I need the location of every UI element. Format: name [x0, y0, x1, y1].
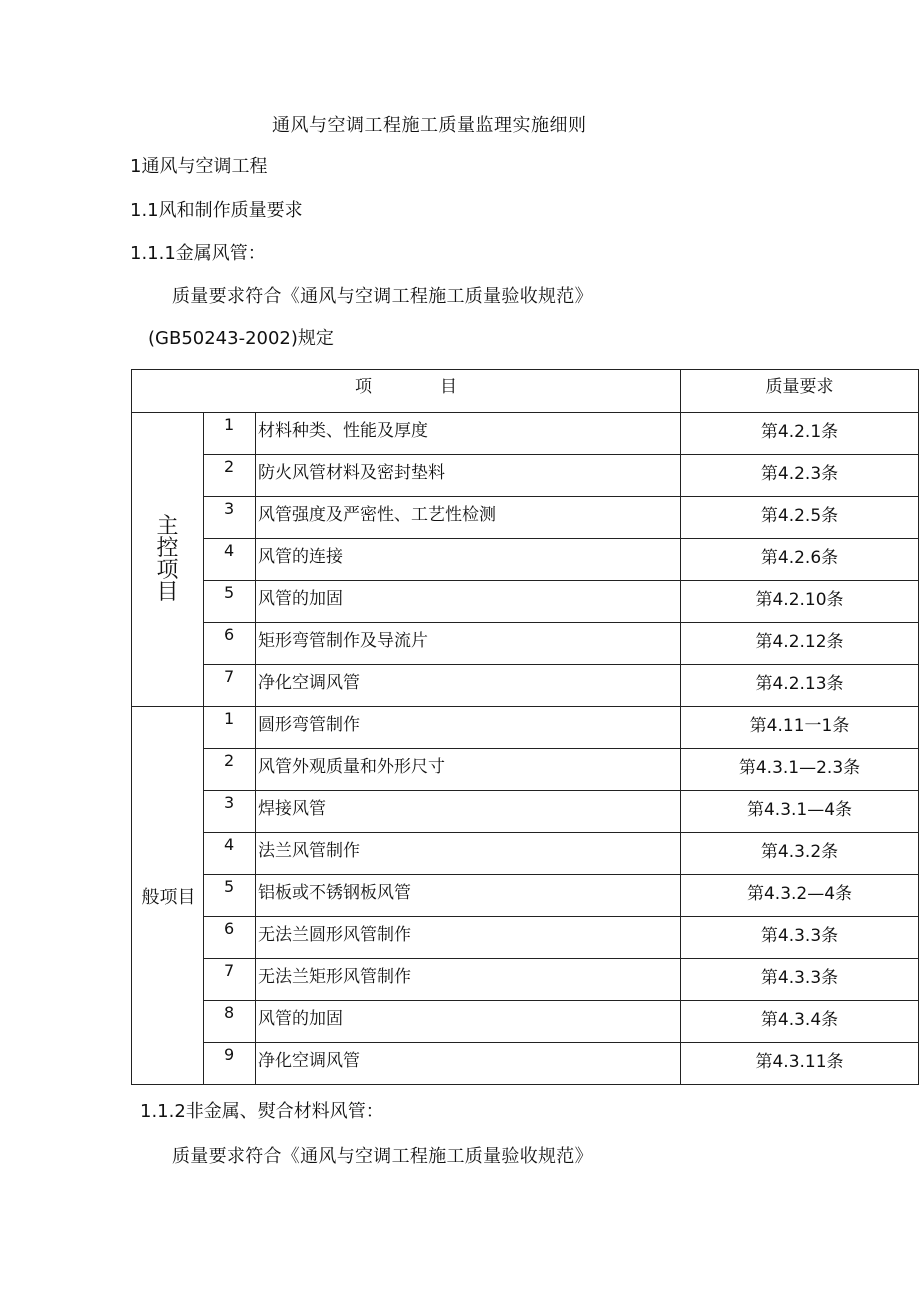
- row-requirement: 第4.3.2条: [681, 833, 919, 875]
- row-requirement: 第4.11一1条: [681, 707, 919, 749]
- row-item: 法兰风管制作: [256, 833, 681, 875]
- row-requirement: 第4.3.2—4条: [681, 875, 919, 917]
- main-control-group-label: 主控项目: [156, 513, 179, 605]
- table-row: [132, 749, 919, 791]
- document-title: 通风与空调工程施工质量监理实施细则: [272, 115, 587, 136]
- requirement-paragraph: 质量要求符合《通风与空调工程施工质量验收规范》: [172, 286, 593, 307]
- row-item: 铝板或不锈钢板风管: [256, 875, 681, 917]
- row-number: 1: [204, 707, 256, 749]
- row-requirement: 第4.2.5条: [681, 497, 919, 539]
- row-number: 6: [204, 623, 256, 665]
- row-number: 3: [204, 497, 256, 539]
- row-item: 圆形弯管制作: [256, 707, 681, 749]
- table-row: [132, 539, 919, 581]
- row-item: 矩形弯管制作及导流片: [256, 623, 681, 665]
- row-item: 材料种类、性能及厚度: [256, 413, 681, 455]
- table-row: [132, 497, 919, 539]
- row-requirement: 第4.3.3条: [681, 959, 919, 1001]
- row-requirement: 第4.3.3条: [681, 917, 919, 959]
- general-group-label: 般项目: [141, 886, 196, 908]
- requirement-paragraph-continuation: (GB50243-2002)规定: [148, 328, 334, 349]
- row-requirement: 第4.2.3条: [681, 455, 919, 497]
- row-item: 净化空调风管: [256, 1043, 681, 1085]
- header-item-cell: 项 目: [132, 370, 681, 413]
- row-number: 7: [204, 959, 256, 1001]
- quality-requirements-table: [131, 369, 919, 1085]
- table-row: [132, 665, 919, 707]
- row-number: 4: [204, 539, 256, 581]
- row-number: 7: [204, 665, 256, 707]
- table-row: [132, 917, 919, 959]
- row-number: 1: [204, 413, 256, 455]
- row-requirement: 第4.3.1—2.3条: [681, 749, 919, 791]
- row-requirement: 第4.2.12条: [681, 623, 919, 665]
- row-item: 风管强度及严密性、工艺性检测: [256, 497, 681, 539]
- section-heading-1: 1通风与空调工程: [130, 156, 268, 177]
- section-heading-1-1-1: 1.1.1金属风管：: [130, 243, 266, 264]
- table-row: [132, 413, 919, 455]
- row-requirement: 第4.2.10条: [681, 581, 919, 623]
- row-number: 9: [204, 1043, 256, 1085]
- row-requirement: 第4.2.6条: [681, 539, 919, 581]
- table-row: [132, 455, 919, 497]
- row-number: 3: [204, 791, 256, 833]
- table-row: [132, 791, 919, 833]
- table-row: [132, 707, 919, 749]
- table-header-row: [132, 370, 919, 413]
- table-row: [132, 1043, 919, 1085]
- table-row: [132, 623, 919, 665]
- row-item: 净化空调风管: [256, 665, 681, 707]
- row-requirement: 第4.2.13条: [681, 665, 919, 707]
- row-requirement: 第4.3.1—4条: [681, 791, 919, 833]
- row-item: 无法兰矩形风管制作: [256, 959, 681, 1001]
- header-requirement-cell: 质量要求: [681, 370, 919, 413]
- row-number: 5: [204, 581, 256, 623]
- section-heading-1-1: 1.1风和制作质量要求: [130, 200, 303, 221]
- row-item: 风管外观质量和外形尺寸: [256, 749, 681, 791]
- row-item: 风管的加固: [256, 581, 681, 623]
- general-group-cell: [132, 707, 204, 1085]
- row-item: 风管的连接: [256, 539, 681, 581]
- table-row: [132, 581, 919, 623]
- table-row: [132, 833, 919, 875]
- row-number: 4: [204, 833, 256, 875]
- row-requirement: 第4.3.4条: [681, 1001, 919, 1043]
- table-row: [132, 959, 919, 1001]
- section-heading-1-1-2: 1.1.2非金属、熨合材料风管：: [140, 1101, 384, 1122]
- row-requirement: 第4.2.1条: [681, 413, 919, 455]
- row-number: 2: [204, 455, 256, 497]
- row-number: 8: [204, 1001, 256, 1043]
- table-row: [132, 1001, 919, 1043]
- row-requirement: 第4.3.11条: [681, 1043, 919, 1085]
- row-number: 5: [204, 875, 256, 917]
- row-item: 焊接风管: [256, 791, 681, 833]
- row-item: 风管的加固: [256, 1001, 681, 1043]
- row-number: 2: [204, 749, 256, 791]
- table-row: [132, 875, 919, 917]
- row-item: 防火风管材料及密封垫料: [256, 455, 681, 497]
- row-number: 6: [204, 917, 256, 959]
- main-control-group-cell: [132, 413, 204, 707]
- requirement-paragraph-2: 质量要求符合《通风与空调工程施工质量验收规范》: [172, 1146, 593, 1167]
- row-item: 无法兰圆形风管制作: [256, 917, 681, 959]
